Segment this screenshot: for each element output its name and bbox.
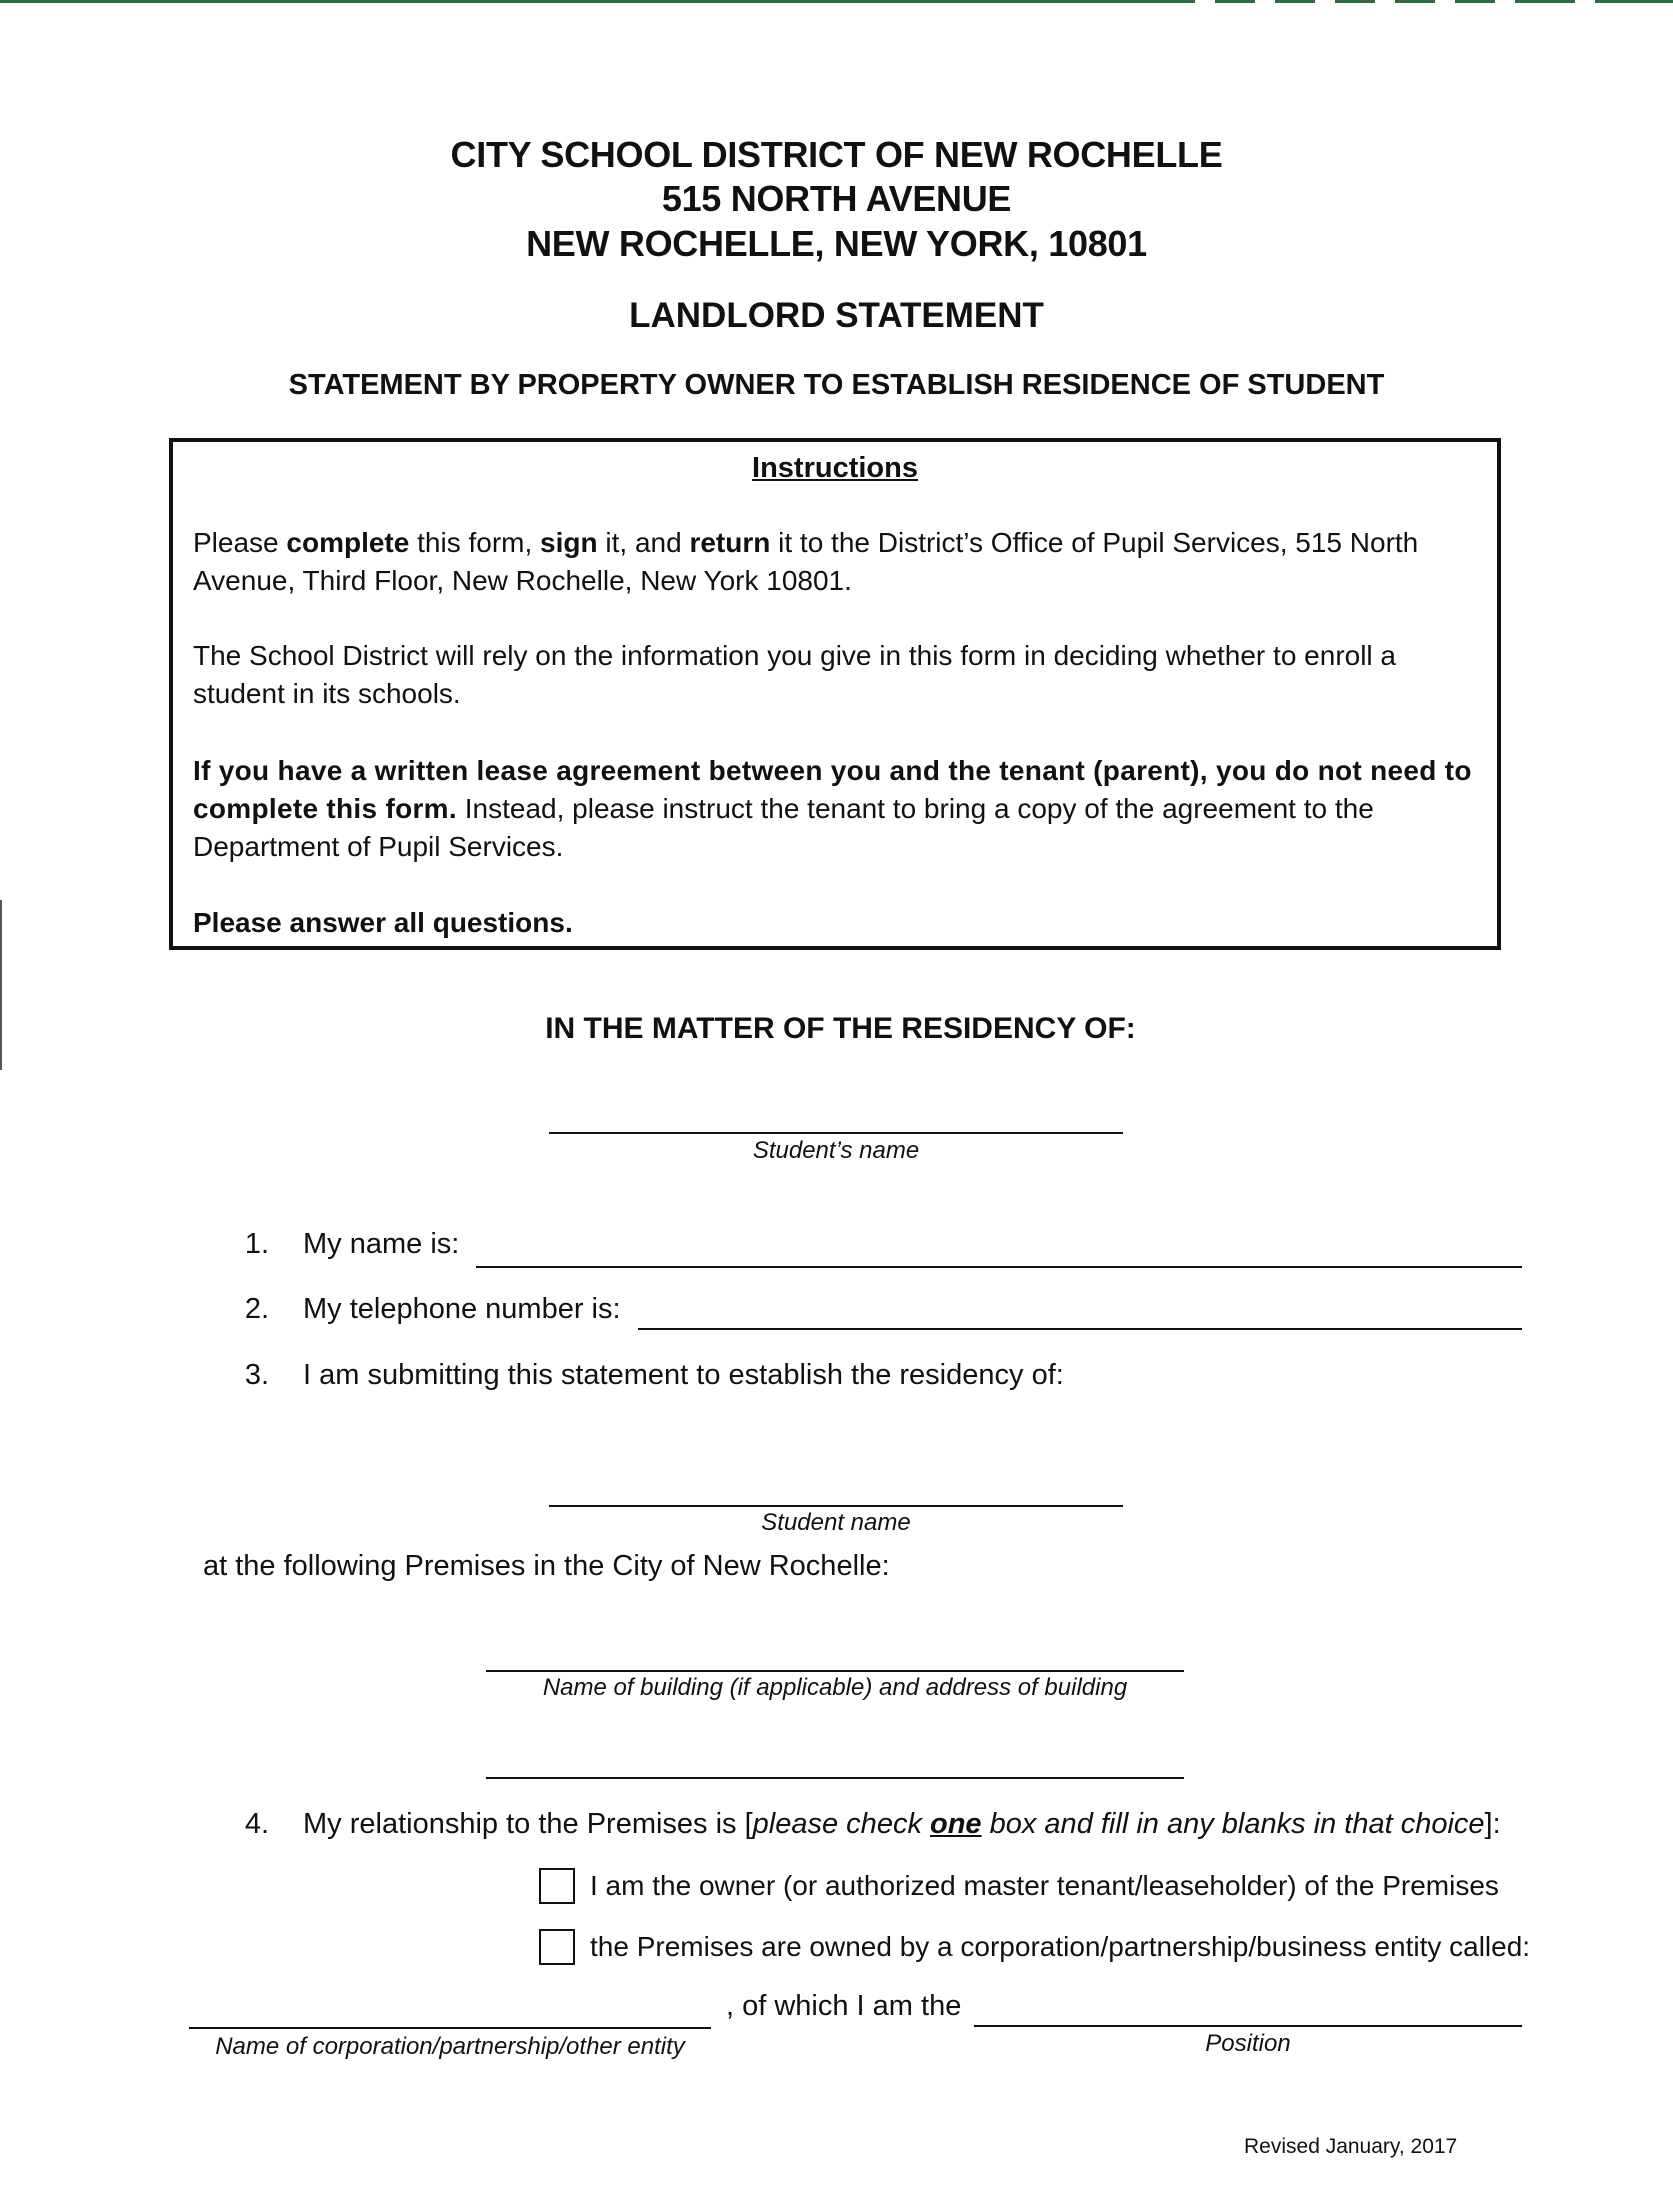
question-3-text: I am submitting this statement to establish the residency of: <box>303 1359 1064 1391</box>
district-name: CITY SCHOOL DISTRICT OF NEW ROCHELLE <box>450 134 1223 175</box>
top-border-dash <box>1215 0 1255 3</box>
top-border-dash <box>1275 0 1315 3</box>
q4-text: My relationship to the Premises is [ <box>303 1808 753 1840</box>
p1-bold-return: return <box>689 527 771 558</box>
top-border-dash <box>1395 0 1435 3</box>
students-name-input-line[interactable] <box>549 1132 1123 1134</box>
q4-italic-2: box and fill in any blanks in that choice <box>981 1808 1485 1840</box>
premises-text: at the following Premises in the City of New Rochelle: <box>203 1550 890 1582</box>
p1-text: it, and <box>597 527 690 558</box>
question-2-text: My telephone number is: <box>303 1293 621 1325</box>
p1-bold-sign: sign <box>540 527 598 558</box>
students-name-caption: Student’s name <box>752 1137 920 1164</box>
position-caption: Position <box>1205 2030 1291 2057</box>
position-input-line[interactable] <box>974 2025 1522 2027</box>
q4-bold-one: one <box>930 1808 982 1840</box>
p1-text: it to the District’s Office of Pupil Services, 515 North Avenue, Third Floor, New Rochelle, New York 10801. <box>193 527 1419 596</box>
question-1-text: My name is: <box>303 1228 460 1260</box>
instructions-title: Instructions <box>752 452 918 484</box>
corporation-name-caption: Name of corporation/partnership/other entity <box>215 2033 685 2060</box>
instructions-paragraph-3 <box>193 752 1479 866</box>
form-subtitle: STATEMENT BY PROPERTY OWNER TO ESTABLISH RESIDENCE OF STUDENT <box>288 369 1385 401</box>
owner-checkbox[interactable] <box>539 1868 575 1904</box>
corporation-name-input-line[interactable] <box>189 2027 711 2029</box>
matter-heading: IN THE MATTER OF THE RESIDENCY OF: <box>545 1012 1136 1045</box>
q4-italic: please check <box>752 1808 930 1840</box>
instructions-box <box>169 438 1501 950</box>
question-3-number: 3. <box>244 1359 269 1391</box>
landlord-name-input-line[interactable] <box>476 1266 1522 1268</box>
revised-date: Revised January, 2017 <box>1244 2135 1458 2158</box>
corporation-checkbox[interactable] <box>539 1929 575 1965</box>
top-border-dash <box>1455 0 1495 3</box>
p1-text: this form, <box>409 527 541 558</box>
p1-bold-complete: complete <box>286 527 410 558</box>
owner-option-label: I am the owner (or authorized master tenant/leaseholder) of the Premises <box>590 1870 1499 1901</box>
question-4-number: 4. <box>244 1808 269 1840</box>
telephone-input-line[interactable] <box>638 1328 1522 1330</box>
building-address-input-line[interactable] <box>486 1670 1184 1672</box>
district-street: 515 NORTH AVENUE <box>661 178 1012 219</box>
student-name-caption: Student name <box>761 1509 911 1536</box>
q4-text-end: ]: <box>1484 1808 1501 1840</box>
building-address-caption: Name of building (if applicable) and address of building <box>542 1674 1128 1701</box>
building-address-input-line-2[interactable] <box>486 1777 1184 1779</box>
top-border-dash <box>1515 0 1575 3</box>
question-4-text <box>303 1808 1501 1841</box>
question-1-number: 1. <box>244 1228 269 1260</box>
p1-text: Please <box>193 527 287 558</box>
top-border-dash <box>1335 0 1375 3</box>
instructions-paragraph-2: The School District will rely on the information you give in this form in deciding whether to enroll a student in its schools. <box>193 640 1397 709</box>
top-border-dash <box>1595 0 1673 3</box>
student-name-input-line[interactable] <box>549 1505 1123 1507</box>
corporation-option-label: the Premises are owned by a corporation/partnership/business entity called: <box>590 1931 1531 1962</box>
top-border-line <box>0 0 1195 3</box>
district-city: NEW ROCHELLE, NEW YORK, 10801 <box>526 223 1147 264</box>
form-title: LANDLORD STATEMENT <box>629 296 1044 335</box>
p3-text: Instead, please instruct the tenant to bring a copy of the agreement to the Department of Pupil Services. <box>193 793 1374 862</box>
p3-bold: If you have a written lease agreement between you and the tenant (parent), you do not need to complete this form. <box>193 755 1472 824</box>
of-which-text: , of which I am the <box>726 1990 962 2022</box>
instructions-paragraph-4: Please answer all questions. <box>193 907 573 938</box>
instructions-paragraph-1 <box>193 524 1479 600</box>
question-2-number: 2. <box>244 1293 269 1325</box>
